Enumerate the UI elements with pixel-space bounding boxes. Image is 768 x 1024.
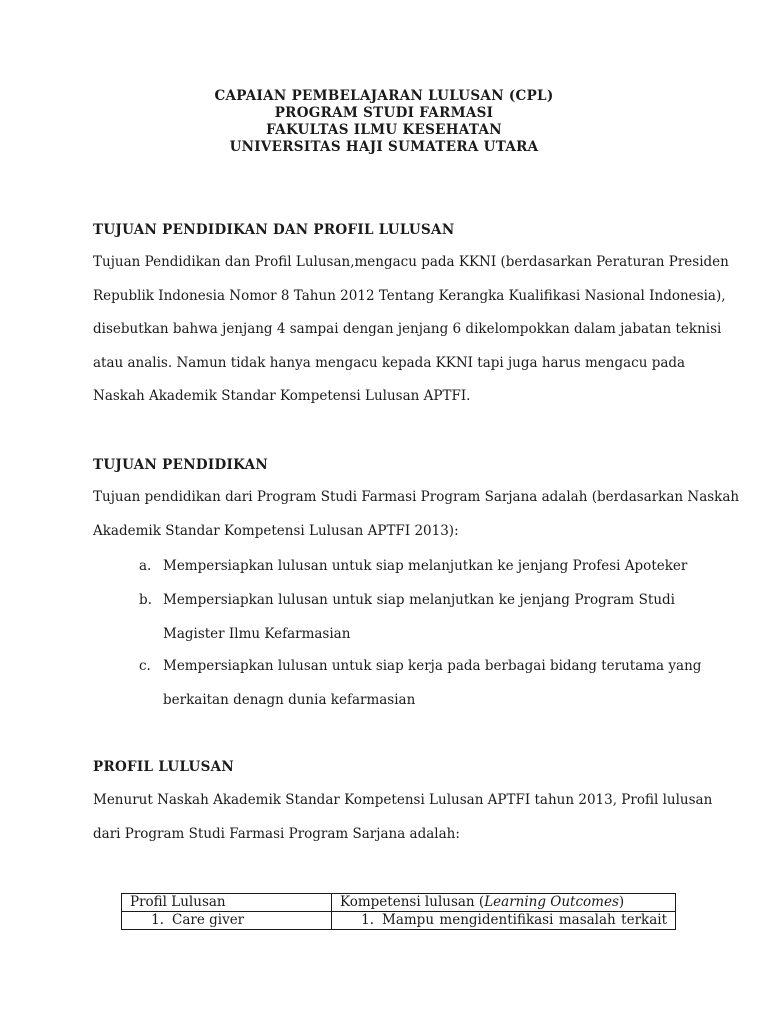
title-line-2: PROGRAM STUDI FARMASI [274, 105, 494, 121]
row-number: 1. [361, 912, 374, 928]
table-row [122, 912, 676, 930]
table-cell [122, 912, 332, 930]
section-heading-tujuan-profil: TUJUAN PENDIDIKAN DAN PROFIL LULUSAN [93, 222, 455, 238]
table-header-cell [332, 894, 676, 912]
row-number: 1. [151, 912, 164, 928]
list-item-line: Mempersiapkan lulusan untuk siap melanjutkan ke jenjang Profesi Apoteker [163, 558, 688, 574]
paragraph-profil-lulusan [93, 784, 713, 851]
list-marker: c. [139, 658, 151, 674]
header-prefix: Kompetensi lulusan ( [340, 894, 485, 910]
paragraph-line: Akademik Standar Kompetensi Lulusan APTFI 2013): [93, 522, 459, 539]
paragraph-line: atau analis. Namun tidak hanya mengacu kepada KKNI tapi juga harus mengacu pada [93, 354, 686, 371]
title-line-1: CAPAIAN PEMBELAJARAN LULUSAN (CPL) [214, 88, 554, 104]
paragraph-line: Tujuan Pendidikan dan Profil Lulusan,mengacu pada KKNI (berdasarkan Peraturan Presiden [93, 254, 729, 270]
list-item-line: berkaitan denagn dunia kefarmasian [163, 692, 416, 708]
section-heading-tujuan-pendidikan: TUJUAN PENDIDIKAN [93, 457, 269, 473]
document-title [0, 88, 768, 156]
header-suffix: ) [618, 894, 625, 910]
profil-lulusan-table [121, 893, 676, 930]
header-italic: Learning Outcomes [484, 894, 619, 910]
paragraph-line: Tujuan pendidikan dari Program Studi Farmasi Program Sarjana adalah (berdasarkan Naskah [93, 489, 740, 505]
profil-text: Care giver [172, 912, 245, 928]
title-line-3: FAKULTAS ILMU KESEHATAN [266, 122, 502, 138]
table-cell [332, 912, 676, 930]
paragraph-line: Republik Indonesia Nomor 8 Tahun 2012 Tentang Kerangka Kualifikasi Nasional Indonesia), [93, 287, 726, 304]
paragraph-line: Menurut Naskah Akademik Standar Kompetensi Lulusan APTFI tahun 2013, Profil lulusan [93, 792, 713, 808]
paragraph-line: dari Program Studi Farmasi Program Sarjana adalah: [93, 825, 460, 842]
table-header-cell: Profil Lulusan [122, 894, 332, 912]
section-heading-profil-lulusan: PROFIL LULUSAN [93, 759, 235, 775]
list-item-line: Mempersiapkan lulusan untuk siap kerja pada berbagai bidang terutama yang [163, 658, 702, 674]
paragraph-line: Naskah Akademik Standar Kompetensi Lulusan APTFI. [93, 388, 471, 404]
paragraph-tujuan-pendidikan [93, 481, 740, 548]
list-item-line: Magister Ilmu Kefarmasian [163, 626, 351, 642]
kompetensi-text: Mampu mengidentifikasi masalah terkait [382, 912, 667, 928]
paragraph-tujuan-profil [93, 246, 729, 414]
list-marker: a. [139, 558, 152, 574]
table-header-row [122, 894, 676, 912]
title-line-4: UNIVERSITAS HAJI SUMATERA UTARA [229, 139, 539, 155]
list-item-line: Mempersiapkan lulusan untuk siap melanjutkan ke jenjang Program Studi [163, 592, 675, 608]
list-marker: b. [139, 592, 152, 608]
paragraph-line: disebutkan bahwa jenjang 4 sampai dengan jenjang 6 dikelompokkan dalam jabatan teknisi [93, 321, 722, 337]
